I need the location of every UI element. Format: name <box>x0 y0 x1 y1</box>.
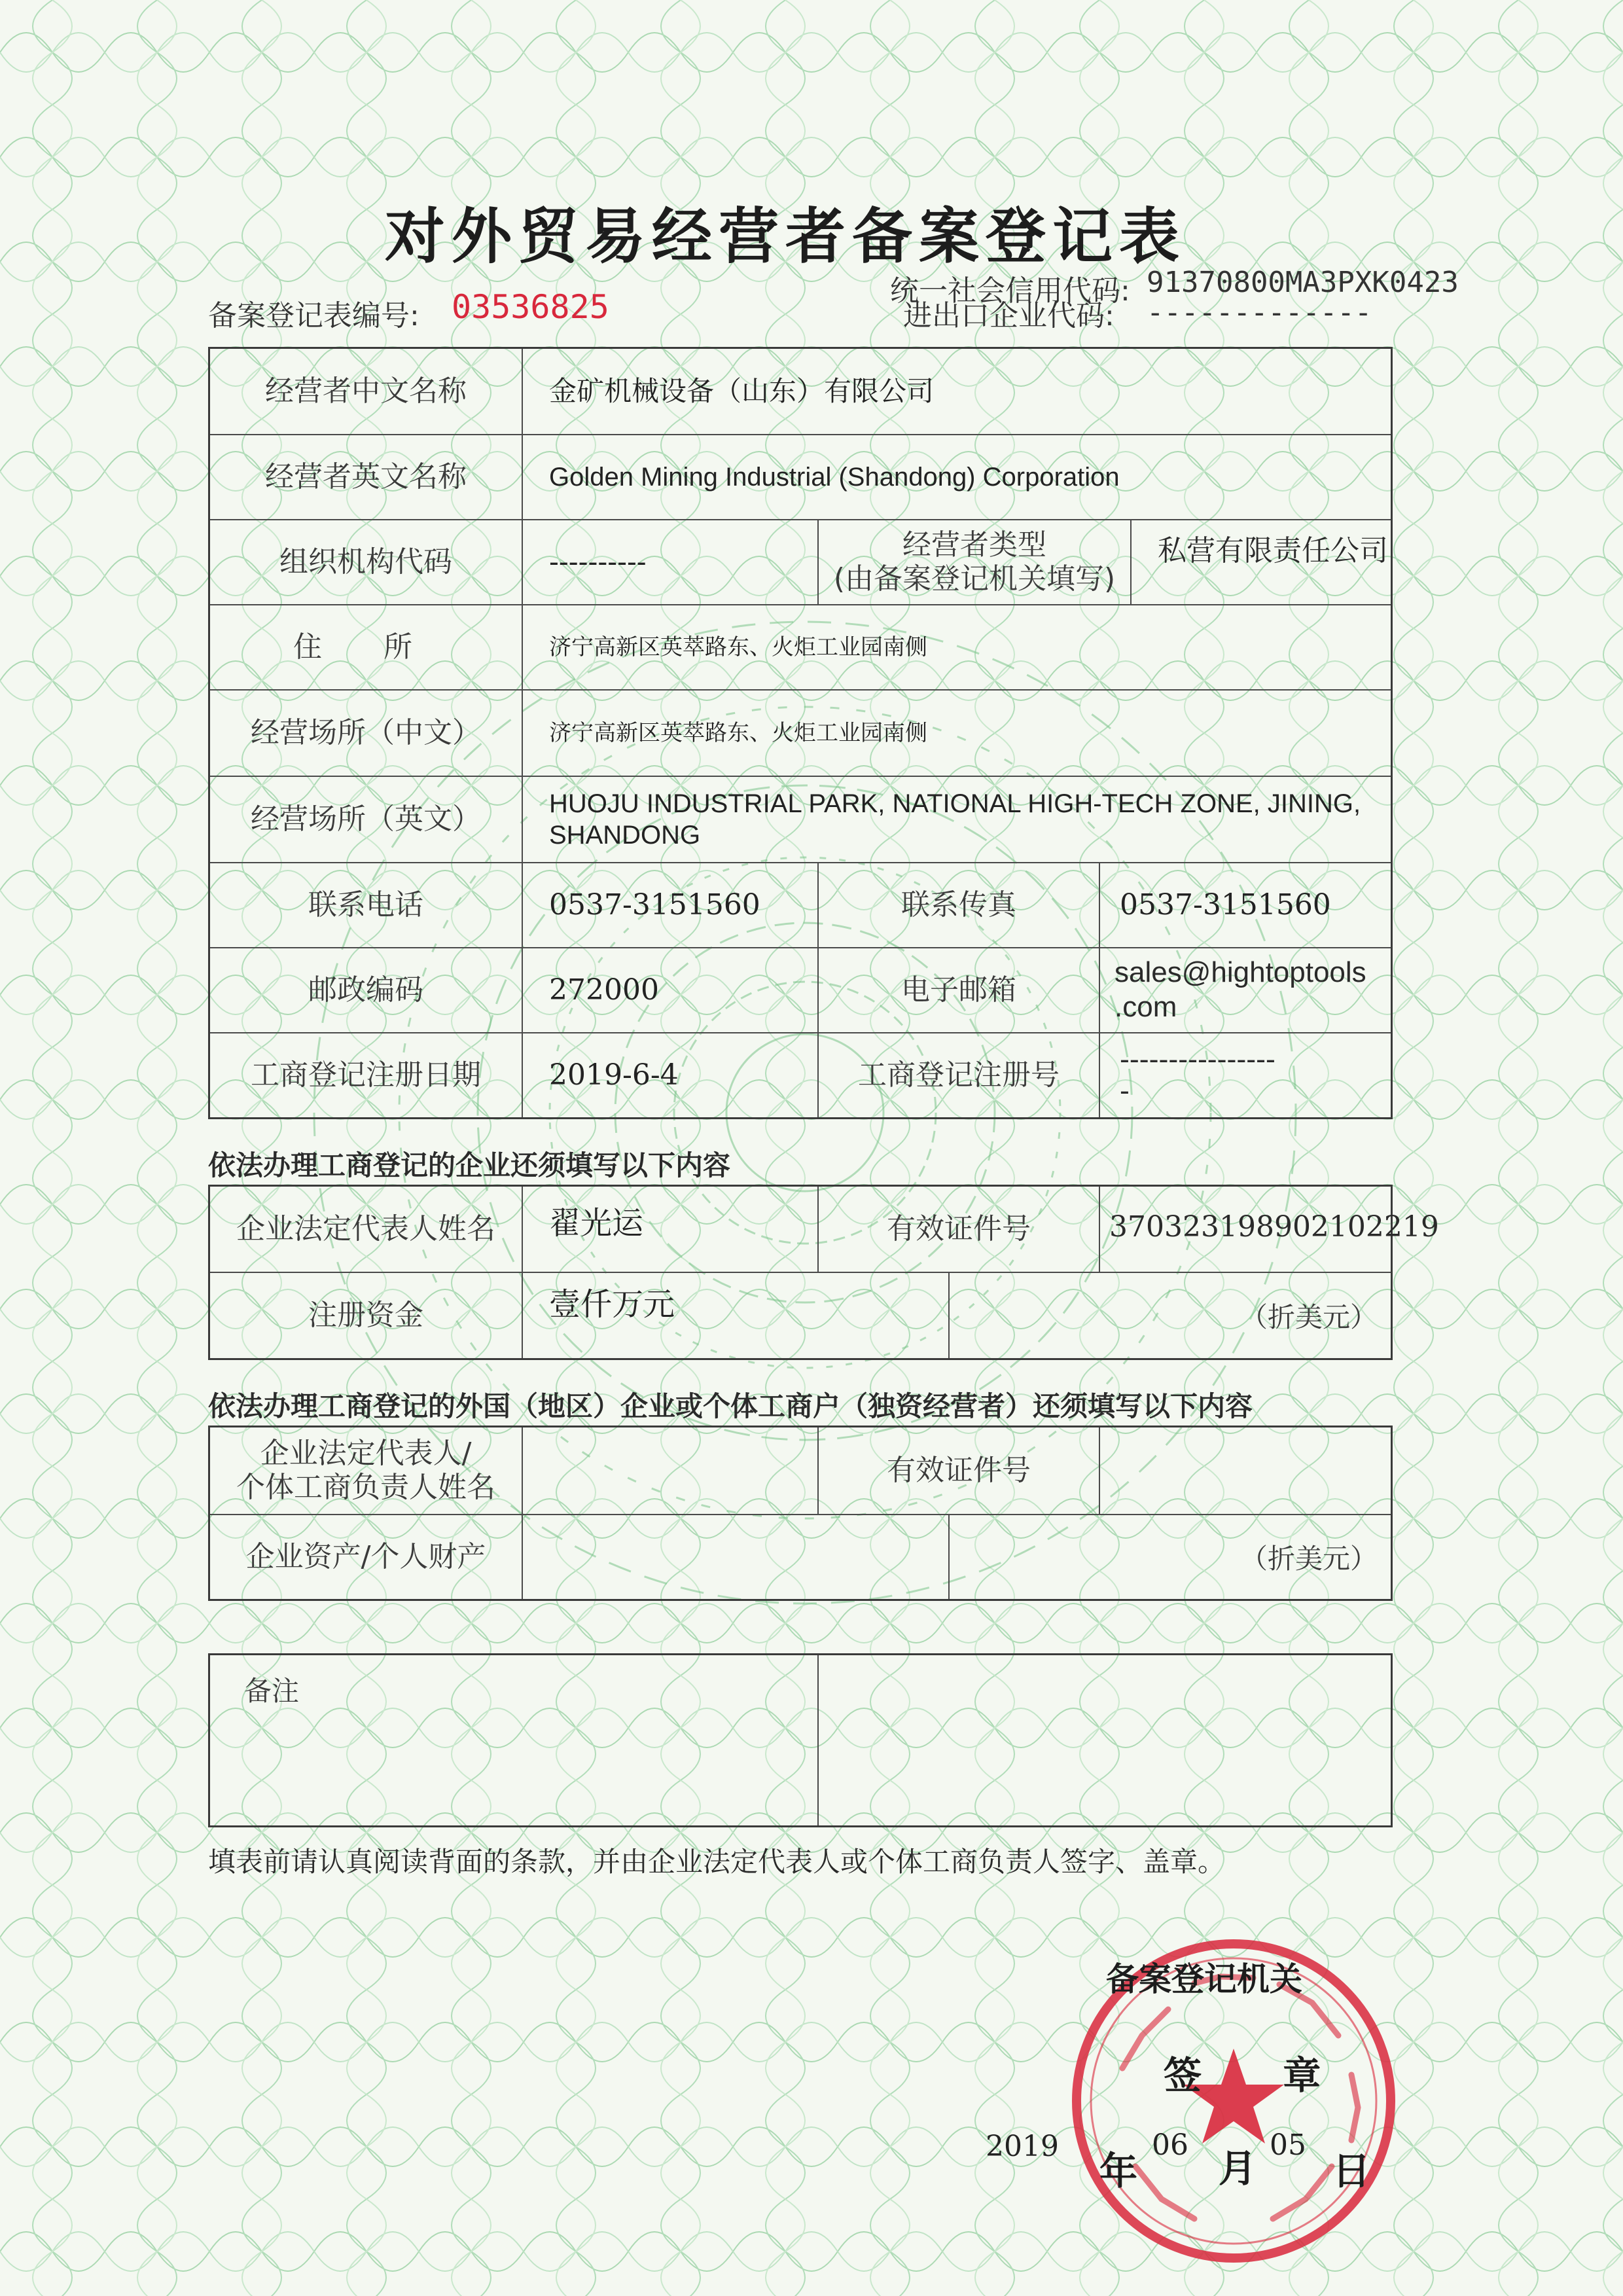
email-line1: sales@hightoptools <box>1115 956 1366 989</box>
operator-type-value: 私营有限责任公司 <box>1132 520 1391 605</box>
date-day-char: 日 <box>1332 2149 1371 2193</box>
assets-label: 企业资产/个人财产 <box>210 1515 523 1599</box>
fax-label: 联系传真 <box>819 863 1100 948</box>
id-no-label: 有效证件号 <box>819 1187 1100 1273</box>
reg-date-label: 工商登记注册日期 <box>210 1033 523 1117</box>
operator-type-label-line1: 经营者类型 <box>902 528 1046 562</box>
place-en-line1: HUOJU INDUSTRIAL PARK, NATIONAL HIGH-TECH ZONE, JINING, <box>549 789 1361 818</box>
section1-heading: 依法办理工商登记的企业还须填写以下内容 <box>208 1149 731 1181</box>
place-en-label: 经营场所（英文） <box>210 777 523 863</box>
place-cn-label: 经营场所（中文） <box>210 691 523 777</box>
remarks-label: 备注 <box>210 1655 819 1825</box>
org-code-value: ---------- <box>523 520 819 605</box>
remarks-value <box>819 1655 1391 1825</box>
date-day: 05 <box>1270 2128 1306 2162</box>
en-name-value: Golden Mining Industrial (Shandong) Corporation <box>523 435 1391 520</box>
reg-no-label: 工商登记注册号 <box>819 1033 1100 1117</box>
email-label: 电子邮箱 <box>819 948 1100 1033</box>
en-name-label: 经营者英文名称 <box>210 435 523 520</box>
section2-table <box>208 1426 1393 1601</box>
ie-code-value: ------------- <box>1147 296 1372 329</box>
section2-heading: 依法办理工商登记的外国（地区）企业或个体工商户（独资经营者）还须填写以下内容 <box>208 1390 1253 1422</box>
place-en-line2: SHANDONG <box>549 821 701 850</box>
place-cn-value: 济宁高新区英萃路东、火炬工业园南侧 <box>523 691 1391 777</box>
foreign-id-label: 有效证件号 <box>819 1427 1100 1515</box>
footer-instruction: 填表前请认真阅读背面的条款，并由企业法定代表人或个体工商负责人签字、盖章。 <box>208 1846 1226 1878</box>
phone-value: 0537-3151560 <box>523 863 819 948</box>
reg-no-line2: - <box>1120 1074 1130 1107</box>
cn-name-label: 经营者中文名称 <box>210 349 523 435</box>
org-code-label: 组织机构代码 <box>210 520 523 605</box>
reg-no-value <box>1100 1033 1391 1117</box>
credit-code-label: 统一社会信用代码: <box>890 274 1130 308</box>
fax-value: 0537-3151560 <box>1100 863 1391 948</box>
capital-value: 壹仟万元 <box>523 1273 950 1358</box>
record-number-label: 备案登记表编号: <box>208 299 419 332</box>
postcode-label: 邮政编码 <box>210 948 523 1033</box>
date-month-char: 月 <box>1219 2146 1257 2191</box>
reg-no-line1: ---------------- <box>1120 1042 1275 1076</box>
foreign-id-value <box>1100 1427 1391 1515</box>
assets-value <box>523 1515 950 1599</box>
phone-label: 联系电话 <box>210 863 523 948</box>
record-number-value: 03536825 <box>452 288 609 326</box>
legal-rep-value: 翟光运 <box>523 1187 819 1273</box>
capital-usd-note: （折美元） <box>1240 1301 1378 1333</box>
assets-usd-note: （折美元） <box>1240 1543 1378 1575</box>
remarks-table <box>208 1653 1393 1827</box>
legal-rep-label: 企业法定代表人姓名 <box>210 1187 523 1273</box>
date-month: 06 <box>1152 2128 1188 2162</box>
address-label: 住 所 <box>210 605 523 691</box>
reg-date-value: 2019-6-4 <box>523 1033 819 1117</box>
address-value: 济宁高新区英萃路东、火炬工业园南侧 <box>523 605 1391 691</box>
id-no-value: 370323198902102219 <box>1100 1187 1391 1273</box>
email-value <box>1100 948 1391 1033</box>
credit-code-value: 91370800MA3PXK0423 <box>1147 266 1459 299</box>
email-line2: .com <box>1115 991 1177 1023</box>
foreign-rep-label <box>210 1427 523 1515</box>
ie-code-label: 进出口企业代码: <box>903 299 1115 332</box>
operator-type-label <box>819 520 1132 605</box>
date-year-char: 年 <box>1099 2149 1138 2193</box>
foreign-rep-label-line2: 个体工商负责人姓名 <box>236 1471 495 1504</box>
operator-type-label-line2: (由备案登记机关填写) <box>833 562 1116 596</box>
registration-table <box>208 347 1393 1119</box>
place-en-value <box>523 777 1391 863</box>
foreign-rep-value <box>523 1427 819 1515</box>
cn-name-value: 金矿机械设备（山东）有限公司 <box>523 349 1391 435</box>
foreign-rep-label-line1: 企业法定代表人/ <box>260 1437 472 1471</box>
document-title: 对外贸易经营者备案登记表 <box>384 202 1186 272</box>
date-year: 2019 <box>986 2130 1059 2163</box>
capital-label: 注册资金 <box>210 1273 523 1358</box>
section1-table <box>208 1185 1439 1360</box>
authority-label: 备案登记机关 <box>1106 1960 1302 1998</box>
sign-seal-label: 签 章 <box>1164 2053 1355 2098</box>
postcode-value: 272000 <box>523 948 819 1033</box>
